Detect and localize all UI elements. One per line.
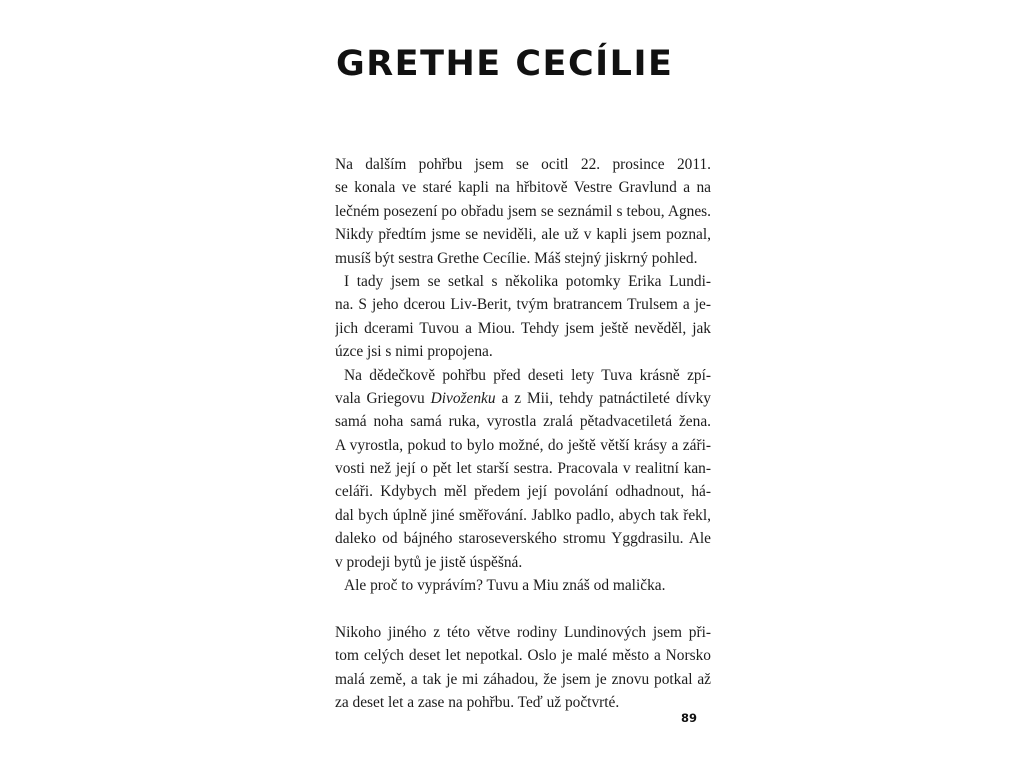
text-line: za deset let a zase na pohřbu. Teď už počtvrté. xyxy=(335,693,620,711)
text-line: Na dalším pohřbu jsem se ocitl 22. prosince 2011. xyxy=(335,156,711,173)
text-line: na. S jeho dcerou Liv-Berit, tvým bratrancem Trulsem a je- xyxy=(335,296,711,314)
section-break xyxy=(335,597,711,620)
text-line: se konala ve staré kapli na hřbitově Vestre Gravlund a na xyxy=(335,179,711,197)
text-line: celáři. Kdybych měl předem její povolání odhadnout, há- xyxy=(335,483,711,501)
text-line: Ale proč to vyprávím? Tuvu a Miu znáš od malička. xyxy=(344,577,666,595)
text-segment: a z Mii, tehdy patnáctileté dívky xyxy=(495,389,711,407)
text-line: samá noha samá ruka, vyrostla zralá pětadvacetiletá žena. xyxy=(335,413,711,431)
text-line: Nikoho jiného z této větve rodiny Lundinových jsem při- xyxy=(335,623,711,641)
book-title-italic: Divoženku xyxy=(430,389,496,407)
chapter-title: GRETHE CECÍLIE xyxy=(336,44,674,84)
text-line: vosti než její o pět let starší sestra. Pracovala v realitní kan- xyxy=(335,460,711,478)
text-line: Na dědečkově pohřbu před deseti lety Tuva krásně zpí- xyxy=(344,366,711,384)
text-line: A vyrostla, pokud to bylo možné, do ještě větší krásy a záři- xyxy=(335,436,711,454)
text-line: dal bych úplně jiné směřování. Jablko padlo, abych tak řekl, xyxy=(335,506,711,524)
text-line: Nikdy předtím jsme se neviděli, ale už v kapli jsem poznal, xyxy=(335,226,711,244)
text-line: v prodeji bytů je jistě úspěšná. xyxy=(335,553,523,571)
text-segment: vala Griegovu xyxy=(335,389,431,407)
text-line xyxy=(335,387,711,410)
text-line: malá země, a tak je mi záhadou, že jsem je znovu potkal až xyxy=(335,670,711,688)
text-line: daleko od bájného staroseverského stromu Yggdrasilu. Ale xyxy=(335,530,711,548)
page-number: 89 xyxy=(681,711,698,725)
body-text xyxy=(335,153,711,714)
text-line: úzce jsi s nimi propojena. xyxy=(335,343,493,361)
text-line: jich dcerami Tuvou a Miou. Tehdy jsem ještě nevěděl, jak xyxy=(335,319,711,337)
text-line: lečném posezení po obřadu jsem se seznámil s tebou, Agnes. xyxy=(335,202,711,220)
text-line: tom celých deset let nepotkal. Oslo je malé město a Norsko xyxy=(335,647,711,665)
text-line: musíš být sestra Grethe Cecílie. Máš stejný jiskrný pohled. xyxy=(335,249,698,267)
text-line: I tady jsem se setkal s několika potomky Erika Lundi- xyxy=(344,272,711,290)
